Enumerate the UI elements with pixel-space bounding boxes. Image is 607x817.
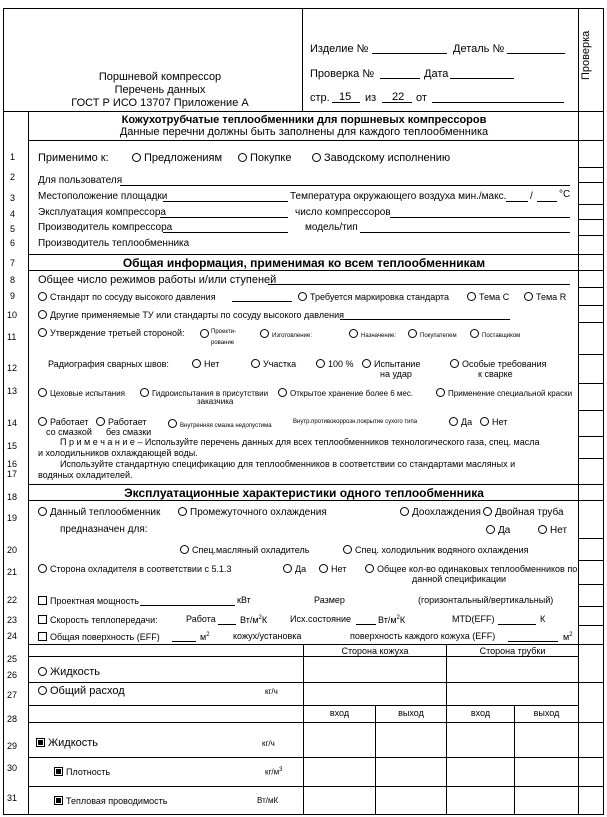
radio-icon [38,292,47,301]
double-pipe-yes-radio[interactable]: Да [486,525,510,536]
initial-state-unit: $Вт/м^2К$ [378,615,406,625]
radio-icon [180,545,189,554]
radio-icon [343,545,352,554]
line-number: 24 [7,631,18,641]
item-no-label: Изделие № [310,43,369,55]
note-line1: П р и м е ч а н и е – Используйте перечень данных для всех теплообменников технологического газа, спец. масла [60,437,540,447]
heat-transfer-check[interactable]: Скорость теплопередачи: [38,615,158,625]
line-number: 26 [7,670,18,680]
open-storage-radio[interactable]: Открытое хранение более 6 мес. [278,388,413,398]
line-number: 8 [10,275,16,285]
temp-unit: °С [559,189,571,200]
design-power-field[interactable] [140,605,235,606]
impact-test-radio[interactable]: Испытание [362,359,420,369]
internal-lube-radio[interactable]: Внутренняя смазка недопустима [168,419,272,429]
applies-factory-radio[interactable]: Заводскому исполнению [312,153,450,164]
radio-icon [192,359,201,368]
total-surface-check[interactable]: Общая поверхность (EFF) [38,632,160,642]
welding-req-radio[interactable]: Особые требования [450,359,547,369]
tp-buyer-radio[interactable]: Покупателем [408,329,457,339]
radio-icon [486,525,495,534]
radio-icon [467,292,476,301]
intended-for-label: предназначен для: [60,524,148,535]
radio-icon [200,329,209,338]
radio-icon [140,388,149,397]
orientation-label: (горизонтальный/вертикальный) [418,595,554,605]
line-number: 23 [7,615,18,625]
hydrotest-radio[interactable]: Гидроиспытания в присутствии [140,388,268,398]
radio-icon [436,388,445,397]
other-standards-field[interactable] [340,319,510,320]
radio-icon [524,292,533,301]
radio-icon [38,328,47,337]
radiography-none-radio[interactable]: Нет [192,359,219,369]
conductivity-unit: Вт/мК [257,796,279,805]
line-number: 1 [10,152,16,162]
tema-r-radio[interactable]: Тема R [524,292,566,302]
checkbox-checked-icon [54,767,63,776]
line-number: 16 [7,459,18,469]
radio-icon [450,359,459,368]
design-power-check[interactable]: Проектная мощность [38,596,139,606]
cooler-side-no-radio[interactable]: Нет [319,564,346,574]
liquid-check[interactable]: Жидкость [36,738,98,749]
compressor-manufacturer-label: Производитель компрессора [38,222,173,233]
line-number: 6 [10,238,16,248]
page-from-field[interactable] [432,102,564,103]
identical-count-label2: данной спецификации [412,574,507,584]
radio-icon [96,417,105,426]
date-label: Дата [424,68,449,80]
line-number: 11 [7,332,17,342]
double-pipe-no-radio[interactable]: Нет [538,525,567,536]
this-exchanger-radio[interactable]: Данный теплообменник [38,507,160,518]
lubricated-label2: со смазкой [46,427,92,437]
total-surface-field[interactable] [172,641,196,642]
line-number: 10 [7,310,18,320]
line-number: 27 [7,690,18,700]
tube-side-header: Сторона трубки [479,646,546,656]
compressor-operation-field[interactable] [160,217,288,218]
radiography-full-radio[interactable]: 100 % [316,359,354,369]
page-prefix: стр. [310,92,330,104]
shell-surface-label: поверхность каждого кожуха (EFF) [350,631,496,641]
radio-icon [168,419,177,428]
radio-icon [38,667,47,676]
shell-surface-unit: $м^2$ [563,632,573,642]
liquid-unit: кг/ч [262,739,275,748]
site-location-label: Местоположение площадки [38,191,168,202]
temp-min-field[interactable] [506,201,528,202]
radio-icon [400,507,409,516]
applies-purchase-radio[interactable]: Покупке [238,153,291,164]
model-type-field[interactable] [360,232,570,233]
modes-count-label: Общее число режимов работы и/или ступеней [38,274,277,286]
checkbox-icon [38,615,47,624]
tp-design-label1: Проекти- [211,329,237,335]
doc-title-line2: Перечень данных [114,84,206,96]
note-line4: водяных охладителей. [38,470,133,480]
check-no-field[interactable] [380,78,420,79]
line-number: 21 [7,567,18,577]
radio-icon [316,359,325,368]
line-number: 18 [7,492,18,502]
compressor-operation-label: Эксплуатация компрессора [38,207,166,218]
mtd-field[interactable] [498,624,536,625]
non-lubricated-label2: без смазки [106,427,152,437]
line-number: 20 [7,545,18,555]
section1-subtitle: Данные перечни должны быть заполнены для каждого теплообменника [119,126,489,138]
line-number: 5 [10,224,16,234]
date-field[interactable] [450,78,514,79]
modes-count-field[interactable] [268,284,570,285]
tube-in-header: вход [470,708,491,718]
coating-yes-radio[interactable]: Да [449,417,472,427]
radio-icon [132,153,141,162]
doc-title-line1: Поршневой компрессор [98,71,222,83]
cooler-side-yes-radio[interactable]: Да [283,564,306,574]
applies-to-label: Применимо к: [38,152,109,164]
section3-title: Эксплуатационные характеристики одного теплообменника [124,486,484,500]
radio-icon [178,507,187,516]
for-user-field[interactable] [120,185,570,186]
radio-icon [38,388,47,397]
exchanger-manufacturer-label: Производитель теплообменника [38,238,190,249]
cooler-side-radio[interactable]: Сторона охладителя в соответствии с 5.1.3 [38,564,232,574]
note-line3: Используйте стандартную спецификацию для теплообменников в соответствии со стандартами масляных и [60,459,516,469]
total-flow-radio[interactable]: Общий расход [38,686,125,697]
compressor-count-label: число компрессоров [295,207,391,218]
shell-in-header: вход [329,708,350,718]
line-number: 29 [7,741,18,751]
compressor-manufacturer-field[interactable] [163,232,288,233]
line-number: 17 [7,469,18,479]
fluid-radio[interactable]: Жидкость [38,667,100,678]
page-from: от [416,92,427,104]
water-cooler-radio[interactable]: Спец. холодильник водяного охлаждения [343,545,529,555]
tp-purpose-radio[interactable]: Назначение: [349,329,396,339]
checkbox-icon [38,596,47,605]
radio-icon [480,417,489,426]
model-type-label: модель/тип [305,222,358,233]
vessel-standard-radio[interactable]: Стандарт по сосуду высокого давления [38,292,216,302]
detail-no-field[interactable] [507,53,565,54]
radio-icon [38,417,47,426]
work-unit: $Вт/м^2К$ [240,615,268,625]
radio-icon [483,507,492,516]
compressor-count-field[interactable] [390,217,570,218]
size-label: Размер [314,595,345,605]
other-standards-radio[interactable]: Другие применяемые ТУ или стандарты по сосуду высокого давления [38,310,344,320]
radio-icon [278,388,287,397]
radio-icon [38,564,47,573]
radio-icon [238,153,247,162]
line-number: 22 [7,595,18,605]
line-number: 12 [7,363,18,373]
total-surface-unit: $м^2$ [200,632,210,642]
third-party-radio[interactable]: Утверждение третьей стороной: [38,328,185,338]
initial-state-label: Исх.состояние [290,614,351,624]
radio-icon [312,153,321,162]
line-number: 31 [7,793,18,803]
radio-icon [408,329,417,338]
aftercooler-radio[interactable]: Доохлаждения [400,507,481,518]
density-unit: $кг/м^3$ [265,767,283,777]
radiography-spot-radio[interactable]: Участка [251,359,296,369]
section1-title: Кожухотрубчатые теплообменники для поршневых компрессоров [121,114,487,126]
radio-icon [283,564,292,573]
work-field[interactable] [218,624,236,625]
checkbox-checked-icon [36,738,45,747]
shell-side-header: Сторона кожуха [341,646,409,656]
checkbox-icon [38,632,47,641]
marking-required-radio[interactable]: Требуется маркировка стандарта [298,292,449,302]
line-number: 9 [10,291,16,301]
non-lubricated-radio[interactable]: Работает [96,417,147,427]
line-number: 7 [10,258,16,268]
shell-out-header: выход [398,708,424,718]
temp-slash: / [530,191,533,202]
line-number: 15 [7,441,18,451]
mtd-unit: К [540,614,546,624]
temp-max-field[interactable] [537,201,557,202]
radio-icon [365,564,374,573]
mtd-label: MTD(EFF) [452,614,495,624]
site-location-field[interactable] [163,201,288,202]
radio-icon [470,329,479,338]
line-number: 13 [7,386,18,396]
identical-count-radio[interactable]: Общее кол-во одинаковых теплообменников по [365,564,577,574]
lubricated-radio[interactable]: Работает [38,417,89,427]
tp-supplier-radio[interactable]: Поставщиком [470,329,520,339]
radio-icon [349,329,358,338]
side-check-label: Проверка [580,30,592,80]
section2-title: Общая информация, применимая ко всем теплообменникам [122,256,486,270]
radio-icon [298,292,307,301]
design-power-unit: кВт [237,595,251,605]
line-number: 4 [10,209,16,219]
work-label: Работа [186,614,216,624]
page-total: 22 [392,91,405,103]
for-user-label: Для пользователя [38,175,123,186]
intercooler-radio[interactable]: Промежуточного охлаждения [178,507,327,518]
hydrotest-label2: заказчика [197,397,234,406]
line-number: 19 [7,513,18,523]
total-flow-unit: кг/ч [265,687,278,696]
shop-test-radio[interactable]: Цеховые испытания [38,388,125,398]
doc-title-line3: ГОСТ Р ИСО 13707 Приложение А [71,97,249,109]
check-no-label: Проверка № [310,68,375,80]
shell-surface-field[interactable] [508,641,558,642]
welding-req-label2: к сварке [478,369,513,379]
oil-cooler-radio[interactable]: Спец.масляный охладитель [180,545,309,555]
dry-coating-label: Внутр.противокоррозн.покрытие сухого типа [293,419,418,425]
line-number: 28 [7,714,18,724]
radio-icon [260,329,269,338]
radio-icon [538,525,547,534]
line-number: 14 [7,418,18,428]
shell-install-label: кожух/установка [233,631,302,641]
radio-icon [319,564,328,573]
applies-proposals-radio[interactable]: Предложениям [132,153,222,164]
initial-state-field[interactable] [356,624,376,625]
impact-test-label2: на удар [380,369,412,379]
checkbox-checked-icon [54,796,63,805]
item-no-field[interactable] [372,53,447,54]
line-number: 30 [7,763,18,773]
page-number: 15 [339,91,352,103]
page-of: из [365,92,377,104]
tp-manufacture-radio[interactable]: Изготовление: [260,329,312,339]
radiography-label: Радиография сварных швов: [48,359,169,369]
detail-no-label: Деталь № [453,43,505,55]
radio-icon [38,686,47,695]
line-number: 3 [10,193,16,203]
vessel-standard-field[interactable] [232,301,292,302]
radio-icon [38,310,47,319]
tp-design-label2: рование [211,340,235,346]
note-line2: и холодильников охлаждающей воды. [38,448,198,458]
special-paint-radio[interactable]: Применение специальной краски [436,388,572,398]
radio-icon [251,359,260,368]
double-pipe-radio[interactable]: Двойная труба [483,507,564,518]
ambient-temp-label: Температура окружающего воздуха мин./макс. [290,191,507,202]
radio-icon [449,417,458,426]
radio-icon [362,359,371,368]
line-number: 25 [7,654,18,664]
line-number: 2 [10,172,16,182]
tube-out-header: выход [533,708,560,718]
conductivity-check[interactable]: Тепловая проводимость [54,796,167,806]
coating-no-radio[interactable]: Нет [480,417,507,427]
tema-c-radio[interactable]: Тема С [467,292,509,302]
radio-icon [38,507,47,516]
density-check[interactable]: Плотность [54,767,110,777]
